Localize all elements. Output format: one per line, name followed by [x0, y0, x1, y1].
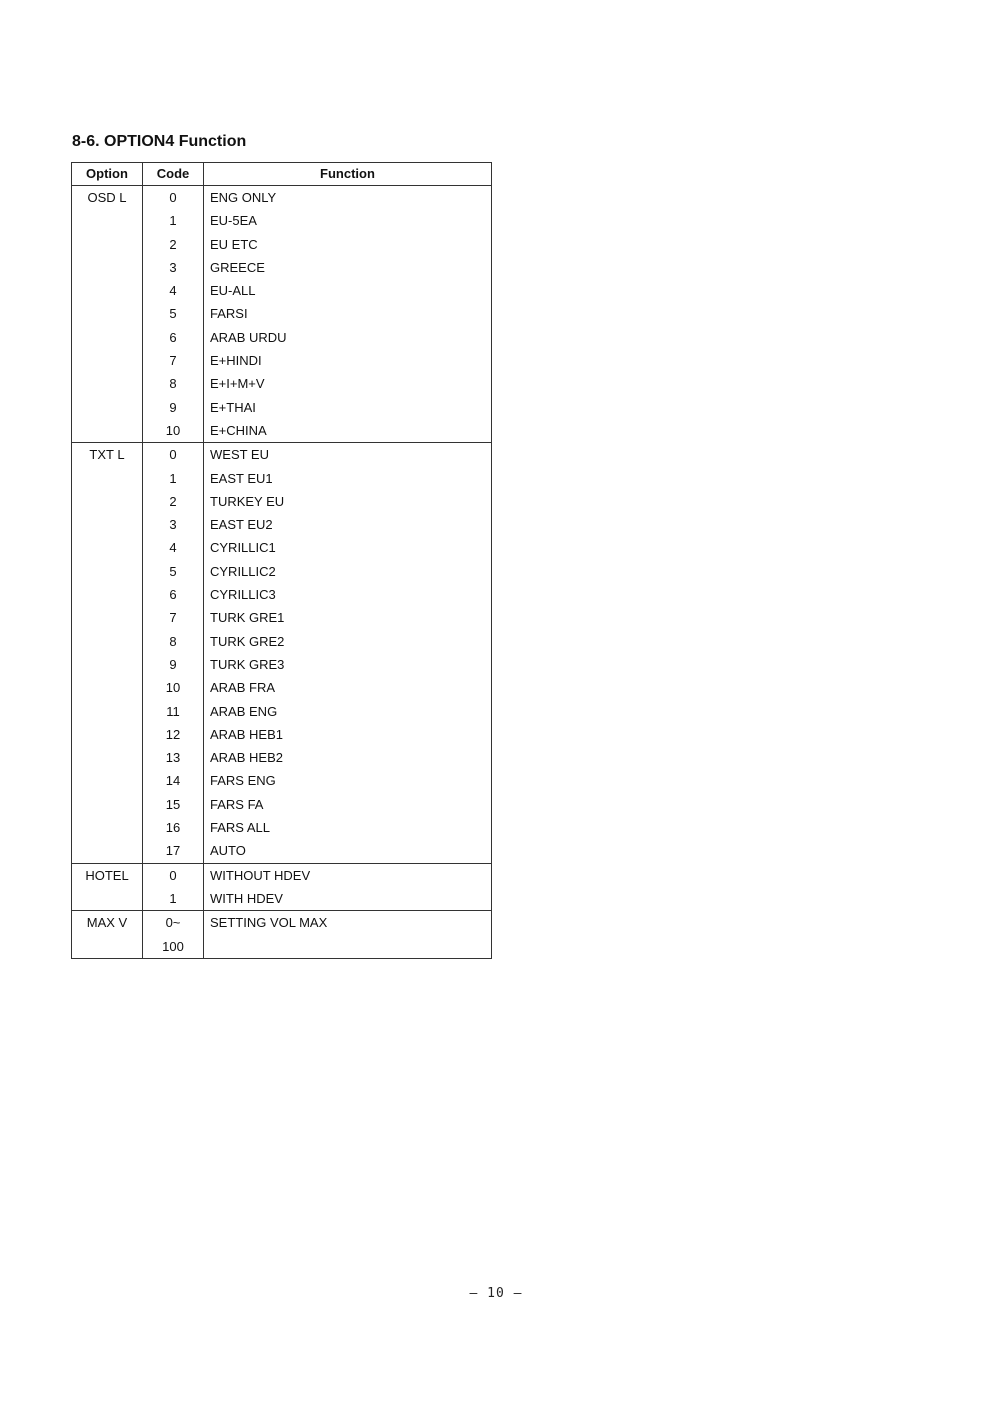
table-header-row: [72, 163, 492, 186]
option4-function-table: [71, 162, 492, 959]
code-value: 13: [165, 750, 181, 766]
option-cell: MAX V: [72, 911, 143, 959]
function-value: EAST EU1: [210, 470, 273, 486]
code-value: 9: [169, 399, 177, 415]
code-value: 12: [165, 726, 181, 742]
code-value: 3: [169, 517, 177, 533]
function-value: ARAB URDU: [210, 329, 287, 345]
function-value: EU-ALL: [210, 283, 256, 299]
code-value: 2: [169, 493, 177, 509]
code-value: 8: [169, 376, 177, 392]
function-value: CYRILLIC1: [210, 540, 276, 556]
code-value: 14: [165, 773, 181, 789]
function-value: WITHOUT HDEV: [210, 867, 311, 883]
function-value: WEST EU: [210, 447, 269, 463]
code-value: 11: [166, 703, 180, 719]
function-value: AUTO: [210, 843, 246, 859]
function-cell: [204, 863, 492, 911]
code-value: 16: [165, 820, 181, 836]
code-value: 15: [165, 796, 181, 812]
code-value: 1: [169, 470, 177, 486]
function-cell: [204, 911, 492, 959]
function-value: WITH HDEV: [210, 890, 283, 906]
function-value: CYRILLIC3: [210, 587, 276, 603]
function-value: GREECE: [210, 259, 265, 275]
function-value: EU-5EA: [210, 213, 257, 229]
code-value: 8: [169, 633, 177, 649]
table-row: [72, 443, 492, 863]
code-value: 7: [169, 610, 177, 626]
code-cell: [143, 863, 204, 911]
function-value: E+THAI: [210, 399, 256, 415]
page-number: – 10 –: [469, 1286, 523, 1301]
header-option: Option: [72, 163, 143, 186]
function-value: E+CHINA: [210, 422, 267, 438]
function-cell: [204, 186, 492, 443]
code-value: 6: [169, 587, 177, 603]
function-value: FARS ALL: [210, 820, 270, 836]
code-value: 17: [165, 843, 181, 859]
code-cell: [143, 186, 204, 443]
code-value: 6: [169, 329, 177, 345]
code-value: 3: [169, 259, 177, 275]
function-value: SETTING VOL MAX: [210, 915, 328, 931]
code-value: 1: [169, 213, 177, 229]
function-value: CYRILLIC2: [210, 563, 276, 579]
code-value: 9: [169, 656, 177, 672]
function-value: EAST EU2: [210, 517, 273, 533]
function-cell: [204, 443, 492, 863]
function-value: [210, 935, 491, 958]
option-cell: HOTEL: [72, 863, 143, 911]
function-value: FARSI: [210, 306, 248, 322]
function-value: EU ETC: [210, 236, 258, 252]
table-row: [72, 863, 492, 911]
section-title: 8-6. OPTION4 Function: [72, 133, 247, 150]
code-cell: [143, 443, 204, 863]
table-row: [72, 186, 492, 443]
code-value: 5: [169, 563, 177, 579]
function-value: FARS FA: [210, 796, 264, 812]
function-value: TURKEY EU: [210, 493, 285, 509]
code-value: 1: [169, 890, 177, 906]
option-cell: TXT L: [72, 443, 143, 863]
table-body: [72, 186, 492, 959]
function-value: FARS ENG: [210, 773, 276, 789]
function-value: ENG ONLY: [210, 190, 277, 205]
function-value: TURK GRE1: [210, 610, 285, 626]
code-value: 100: [162, 938, 184, 954]
code-value: 2: [169, 236, 177, 252]
table-row: [72, 911, 492, 959]
function-value: ARAB HEB1: [210, 726, 283, 742]
function-value: TURK GRE3: [210, 656, 285, 672]
code-value: 10: [165, 422, 181, 438]
function-value: ARAB HEB2: [210, 750, 283, 766]
code-value: 4: [169, 540, 177, 556]
function-value: E+I+M+V: [210, 376, 265, 392]
code-value: 0: [169, 447, 177, 463]
code-value: 0: [169, 190, 177, 205]
code-value: 10: [165, 680, 181, 696]
code-value: 4: [169, 283, 177, 299]
function-value: ARAB FRA: [210, 680, 276, 696]
function-value: ARAB ENG: [210, 703, 278, 719]
header-code: Code: [143, 163, 204, 186]
header-function: Function: [204, 163, 492, 186]
function-value: TURK GRE2: [210, 633, 285, 649]
code-value: 0~: [165, 915, 181, 931]
code-cell: [143, 911, 204, 959]
code-value: 0: [169, 867, 177, 883]
function-value: E+HINDI: [210, 353, 262, 369]
code-value: 7: [169, 353, 177, 369]
option-cell: OSD L: [72, 186, 143, 443]
code-value: 5: [169, 306, 177, 322]
